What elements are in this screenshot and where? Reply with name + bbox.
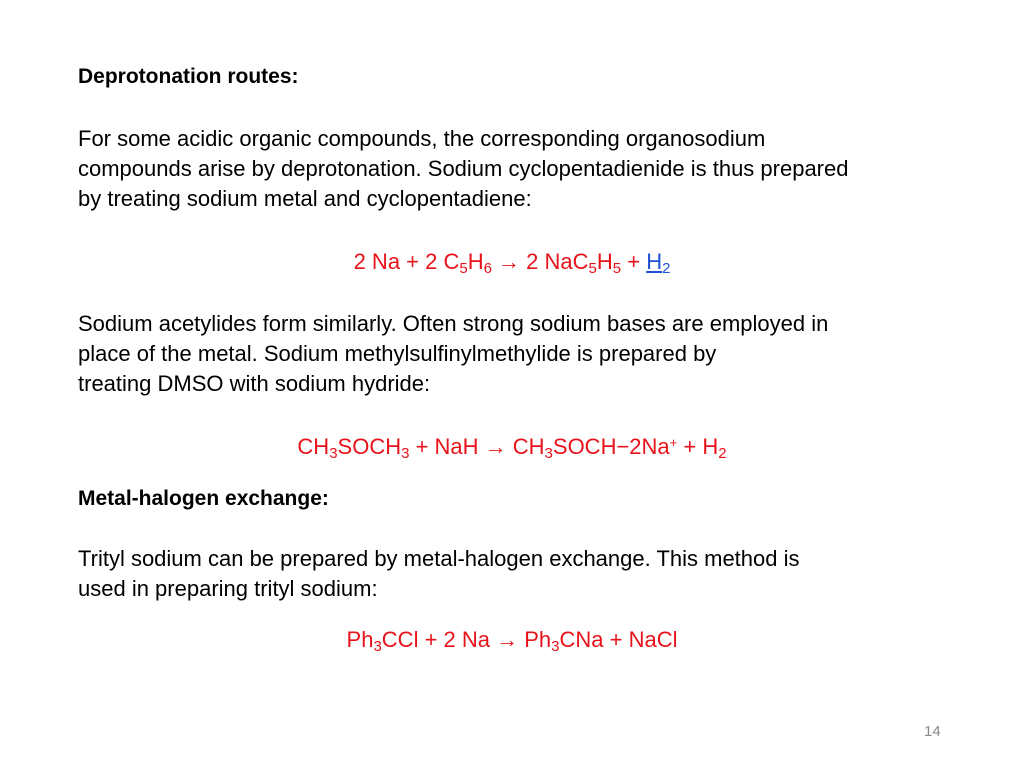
eq-subscript: 3: [373, 638, 382, 655]
paragraph-line: Trityl sodium can be prepared by metal-halogen exchange. This method is: [78, 546, 800, 571]
heading-deprotonation-routes: Deprotonation routes:: [78, 65, 299, 88]
equation-dmso: [0, 432, 1024, 462]
eq-subscript: 3: [329, 445, 338, 462]
eq-text: → 2 NaC: [491, 249, 589, 274]
eq-subscript: 5: [588, 260, 597, 277]
eq-subscript: 3: [544, 445, 553, 462]
eq-subscript: 3: [551, 638, 560, 655]
eq-text: + H: [677, 434, 719, 459]
page-number: 14: [924, 723, 941, 740]
paragraph-line: For some acidic organic compounds, the corresponding organosodium: [78, 126, 766, 151]
hydrogen-link-subscript: 2: [662, 260, 671, 277]
hydrogen-link-text: H: [646, 249, 663, 274]
eq-text: 2 Na + 2 C: [353, 249, 460, 274]
paragraph-line: treating DMSO with sodium hydride:: [78, 371, 431, 396]
eq-subscript: 5: [459, 260, 468, 277]
eq-text: CNa + NaCl: [559, 627, 678, 652]
paragraph-trityl: [78, 544, 800, 604]
eq-text: SOCH: [337, 434, 402, 459]
eq-subscript: 2: [718, 445, 727, 462]
eq-subscript: 3: [401, 445, 410, 462]
eq-subscript: 6: [483, 260, 492, 277]
paragraph-deprotonation: [78, 124, 848, 214]
eq-text: +: [621, 249, 647, 274]
eq-superscript: +: [669, 435, 678, 450]
equation-trityl-sodium: [0, 625, 1024, 655]
paragraph-line: place of the metal. Sodium methylsulfinylmethylide is prepared by: [78, 341, 717, 366]
eq-text: H: [467, 249, 484, 274]
eq-text: CH: [297, 434, 330, 459]
eq-text: Ph: [346, 627, 374, 652]
paragraph-line: by treating sodium metal and cyclopentadiene:: [78, 186, 532, 211]
paragraph-line: used in preparing trityl sodium:: [78, 576, 378, 601]
paragraph-line: Sodium acetylides form similarly. Often strong sodium bases are employed in: [78, 311, 829, 336]
eq-text: + NaH → CH: [409, 434, 545, 459]
paragraph-line: compounds arise by deprotonation. Sodium cyclopentadienide is thus prepared: [78, 156, 849, 181]
hydrogen-link[interactable]: [646, 249, 671, 277]
heading-metal-halogen-exchange: Metal-halogen exchange:: [78, 487, 329, 510]
paragraph-acetylides: [78, 309, 828, 399]
eq-text: CCl + 2 Na → Ph: [381, 627, 552, 652]
eq-text: SOCH−2Na: [552, 434, 670, 459]
equation-cyclopentadienide: [0, 247, 1024, 277]
eq-subscript: 5: [612, 260, 622, 277]
eq-text: H: [596, 249, 613, 274]
